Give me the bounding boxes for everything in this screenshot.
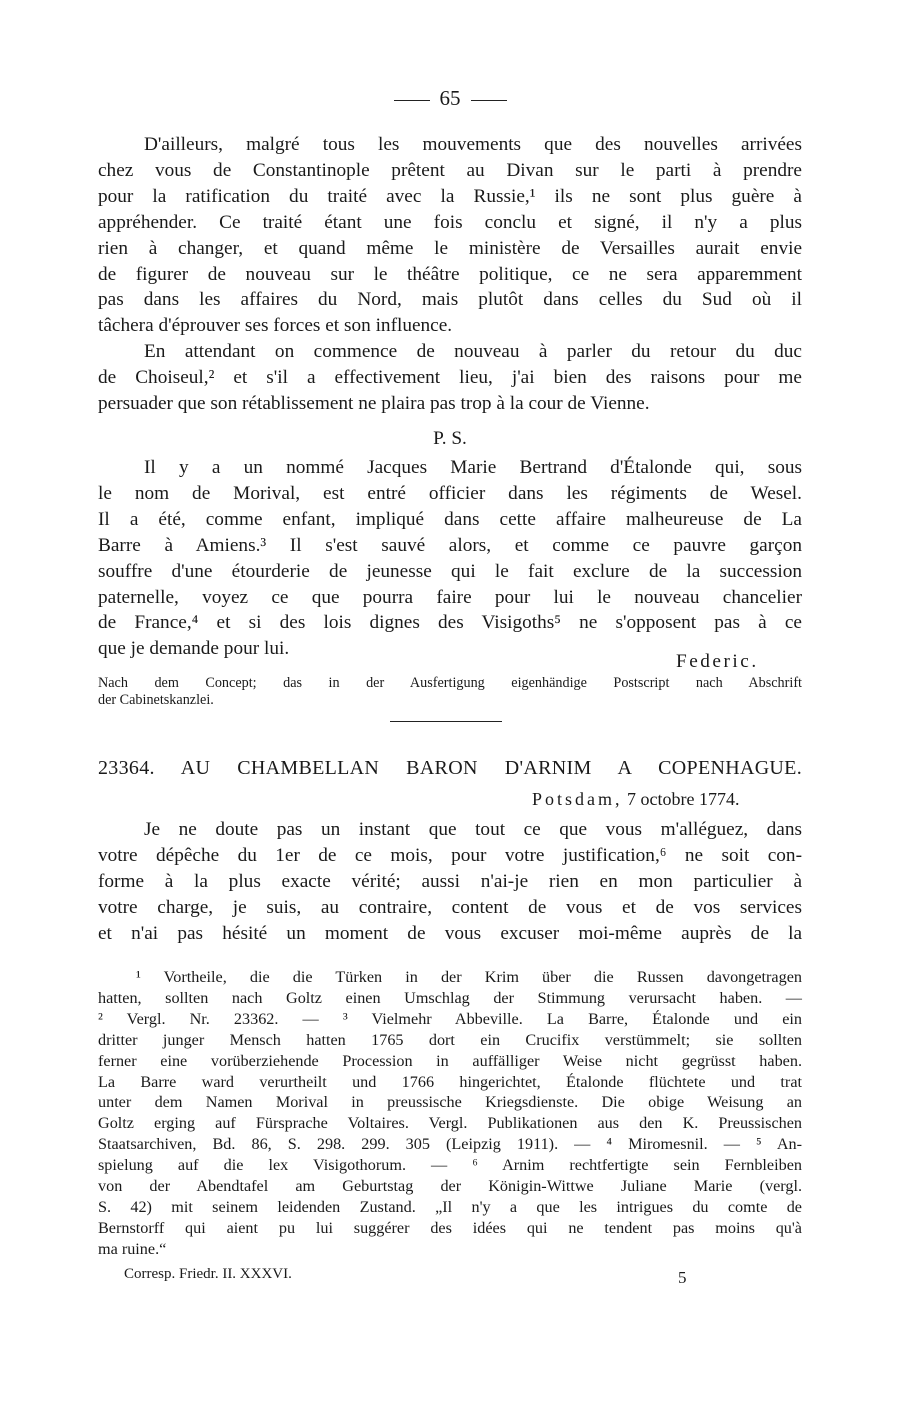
text-line: Il a été, comme enfant, impliqué dans cette affaire malheureuse de La <box>98 508 802 530</box>
text-line: tâchera d'éprouver ses forces et son influence. <box>98 315 453 337</box>
text-line: pour la ratification du traité avec la Russie,¹ ils ne sont plus guère à <box>98 185 802 207</box>
text-line: persuader que son rétablissement ne plaira pas trop à la cour de Vienne. <box>98 392 650 414</box>
paragraph-3 <box>98 455 802 662</box>
dateline-date: 7 octobre 1774. <box>627 789 740 809</box>
page-number-text: 65 <box>439 86 461 110</box>
text-line: D'ailleurs, malgré tous les mouvements que des nouvelles arrivées <box>144 134 802 155</box>
text-line: le nom de Morival, est entré officier dans les régiments de Wesel. <box>98 482 802 504</box>
dateline-place: Potsdam, <box>532 789 623 809</box>
text-line: de Choiseul,² et s'il a effectivement lieu, j'ai bien des raisons pour me <box>98 366 802 388</box>
page-number-dash-right <box>471 100 507 101</box>
footnote-line: unter dem Namen Morival in preussische Kriegsdienste. Die obige Weisung an <box>98 1093 802 1112</box>
text-line: pas dans les affaires du Nord, mais plutôt dans celles du Sud où il <box>98 289 802 311</box>
text-line: votre charge, je suis, au contraire, content de vous et de vos services <box>98 896 802 918</box>
footnote-line: spielung auf die lex Visigothorum. — ⁶ Arnim rechtfertigte sein Fernbleiben <box>98 1156 802 1175</box>
footnote-line: La Barre ward verurtheilt und 1766 hingerichtet, Étalonde flüchtete und trat <box>98 1072 802 1091</box>
section-divider <box>390 721 502 722</box>
text-line: appréhender. Ce traité étant une fois conclu et signé, il n'y a plus <box>98 211 802 233</box>
footnote-line: ² Vergl. Nr. 23362. — ³ Vielmehr Abbeville. La Barre, Étalonde und ein <box>98 1009 802 1028</box>
footnote-line: Goltz erging auf Fürsprache Voltaires. Vergl. Publikationen aus den K. Preussischen <box>98 1114 802 1133</box>
footer-volume: Corresp. Friedr. II. XXXVI. <box>124 1266 292 1282</box>
text-line: et n'ai pas hésité un moment de vous excuser moi-même auprès de la <box>98 922 802 944</box>
footnote-line: von der Abendtafel am Geburtstag der Königin-Wittwe Juliane Marie (vergl. <box>98 1177 802 1196</box>
text-line: de France,⁴ et si des lois dignes des Visigoths⁵ ne s'opposent pas à ce <box>98 612 802 634</box>
text-line: paternelle, voyez ce que pourra faire pour lui le nouveau chancelier <box>98 586 802 608</box>
text-line: Il y a un nommé Jacques Marie Bertrand d'Étalonde qui, sous <box>144 457 802 478</box>
footnote-line: Bernstorff qui aient pu lui suggérer des idées qui ne tendent pas moins qu'à <box>98 1218 802 1237</box>
footnote-line: dritter junger Mensch hatten 1765 dort ein Crucifix verstümmelt; sie sollten <box>98 1030 802 1049</box>
text-line: En attendant on commence de nouveau à parler du retour du duc <box>144 341 802 362</box>
footnote-line: ¹ Vortheile, die die Türken in der Krim über die Russen davongetragen <box>136 968 802 986</box>
postscript-label: P. S. <box>433 428 467 449</box>
text-line: de figurer de nouveau sur le théâtre politique, ce ne sera apparemment <box>98 263 802 285</box>
paragraph-4 <box>98 817 802 947</box>
dateline <box>532 789 740 810</box>
text-line: Je ne doute pas un instant que tout ce que vous m'alléguez, dans <box>144 819 802 840</box>
footnote-line: ma ruine.“ <box>98 1239 167 1258</box>
footer-signature-mark: 5 <box>678 1268 687 1287</box>
source-note <box>98 675 802 709</box>
text-line: rien à changer, et quand même le ministère de Versailles aurait envie <box>98 237 802 259</box>
signature: Federic. <box>676 651 759 672</box>
page-number <box>98 86 802 111</box>
text-line: chez vous de Constantinople prêtent au Divan sur le parti à prendre <box>98 159 802 181</box>
text-line: der Cabinetskanzlei. <box>98 692 214 708</box>
letter-heading: 23364. AU CHAMBELLAN BARON D'ARNIM A COPENHAGUE. <box>98 757 802 779</box>
text-line: que je demande pour lui. <box>98 638 290 660</box>
paragraph-2 <box>98 339 802 417</box>
footnote-line: ferner eine vorüberziehende Procession in auffälliger Weise nicht gegrüsst haben. <box>98 1051 802 1070</box>
footnote-line: hatten, sollten nach Goltz einen Umschlag der Stimmung verursacht haben. — <box>98 988 802 1007</box>
page-number-dash-left <box>394 100 430 101</box>
text-line: forme à la plus exacte vérité; aussi n'ai-je rien en mon particulier à <box>98 870 802 892</box>
footnote-line: S. 42) mit seinem leidenden Zustand. „Il n'y a que les intrigues du comte de <box>98 1197 802 1216</box>
text-line: Nach dem Concept; das in der Ausfertigung eigenhändige Postscript nach Abschrift <box>98 675 802 691</box>
text-line: votre dépêche du 1er de ce mois, pour votre justification,⁶ ne soit con- <box>98 844 802 866</box>
footnote-line: Staatsarchiven, Bd. 86, S. 298. 299. 305 (Leipzig 1911). — ⁴ Miromesnil. — ⁵ An- <box>98 1135 802 1154</box>
text-line: souffre d'une étourderie de jeunesse qui le fait exclure de la succession <box>98 560 802 582</box>
paragraph-1 <box>98 132 802 339</box>
text-line: Barre à Amiens.³ Il s'est sauvé alors, et comme ce pauvre garçon <box>98 534 802 556</box>
footnotes <box>98 967 802 1260</box>
